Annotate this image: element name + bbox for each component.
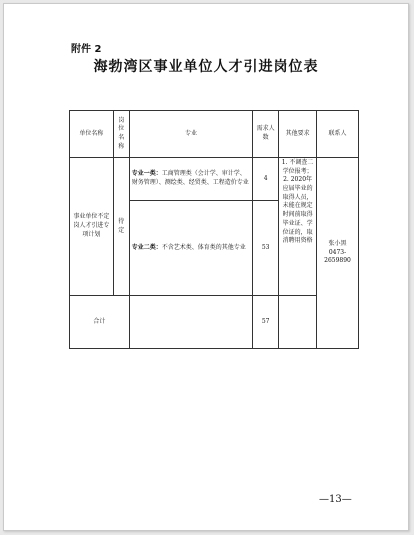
annex-label: 附件 2 — [71, 44, 102, 55]
total-empty-cell — [279, 296, 317, 349]
major-two-text: 不含艺术类、体育类的其他专业 — [161, 243, 246, 251]
post-name-cell: 待定 — [113, 158, 129, 296]
positions-table — [69, 110, 359, 349]
table-header-row — [70, 111, 359, 158]
page-number: —13— — [319, 494, 352, 505]
header-major: 专业 — [129, 111, 252, 158]
count-two-cell: 53 — [253, 201, 279, 296]
total-row — [70, 296, 359, 349]
contact-phone: 0473-2659890 — [324, 248, 351, 265]
contact-cell — [317, 158, 359, 349]
header-other: 其他要求 — [279, 111, 317, 158]
header-count: 需求人数 — [253, 111, 279, 158]
major-two-cell — [129, 201, 252, 296]
total-empty-cell — [129, 296, 252, 349]
other-requirements-cell: 1. 不调查二学位报考；2. 2020年应届毕业的取得人员，未能在规定时间前取得毕业证、学位证的，取消聘用资格 — [279, 158, 317, 296]
header-unit: 单位名称 — [70, 111, 114, 158]
count-one-cell: 4 — [253, 158, 279, 201]
major-one-cell — [129, 158, 252, 201]
table-row — [70, 158, 359, 201]
header-post: 岗位名称 — [113, 111, 129, 158]
document-page — [3, 3, 409, 531]
total-count-cell: 57 — [253, 296, 279, 349]
header-contact: 联系人 — [317, 111, 359, 158]
total-label-cell: 合计 — [70, 296, 130, 349]
major-one-text: 工商管理类（会计学、审计学、财务管理）、测绘类、经贸类、工程造价专业 — [131, 170, 249, 186]
unit-name-cell: 事业单位不定岗人才引进专项计划 — [70, 158, 114, 296]
page-title: 海勃湾区事业单位人才引进岗位表 — [93, 59, 319, 75]
major-two-label: 专业二类： — [131, 243, 162, 251]
major-one-label: 专业一类： — [131, 170, 162, 178]
contact-name: 张小黑 — [328, 239, 347, 247]
